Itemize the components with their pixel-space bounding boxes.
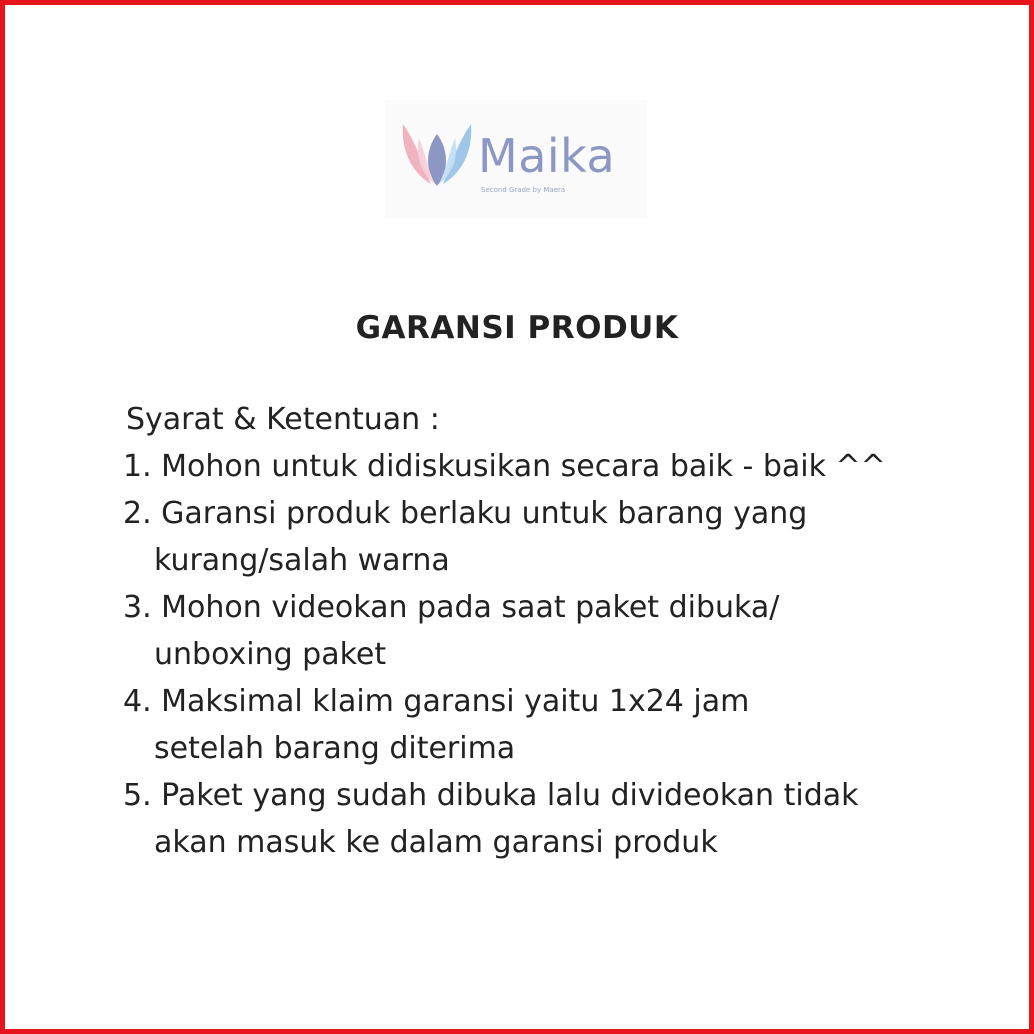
- term-item-5: [123, 772, 1003, 866]
- term-line: 5. Paket yang sudah dibuka lalu divideokan tidak: [123, 778, 859, 813]
- term-line: 2. Garansi produk berlaku untuk barang yang: [123, 496, 808, 531]
- term-line: setelah barang diterima: [154, 731, 516, 766]
- term-item-3: [123, 584, 1003, 678]
- term-line: akan masuk ke dalam garansi produk: [154, 825, 718, 860]
- term-line: 3. Mohon videokan pada saat paket dibuka/: [123, 590, 780, 625]
- term-line: unboxing paket: [154, 637, 387, 672]
- term-item-1: [123, 443, 1003, 490]
- term-line: 1. Mohon untuk didiskusikan secara baik - baik ^^: [123, 449, 886, 484]
- term-item-2: [123, 490, 1003, 584]
- page-title: GARANSI PRODUK: [355, 310, 679, 346]
- term-item-4: [123, 678, 1003, 772]
- brand-tagline: Second Grade by Maera: [481, 186, 566, 194]
- term-line: 4. Maksimal klaim garansi yaitu 1x24 jam: [123, 684, 750, 719]
- brand-logo: [385, 100, 647, 218]
- terms-heading: Syarat & Ketentuan :: [126, 402, 440, 437]
- terms-section: [123, 396, 1003, 866]
- brand-name: Maika: [478, 129, 616, 183]
- tulip-logo-icon: [397, 120, 477, 190]
- term-line: kurang/salah warna: [154, 543, 450, 578]
